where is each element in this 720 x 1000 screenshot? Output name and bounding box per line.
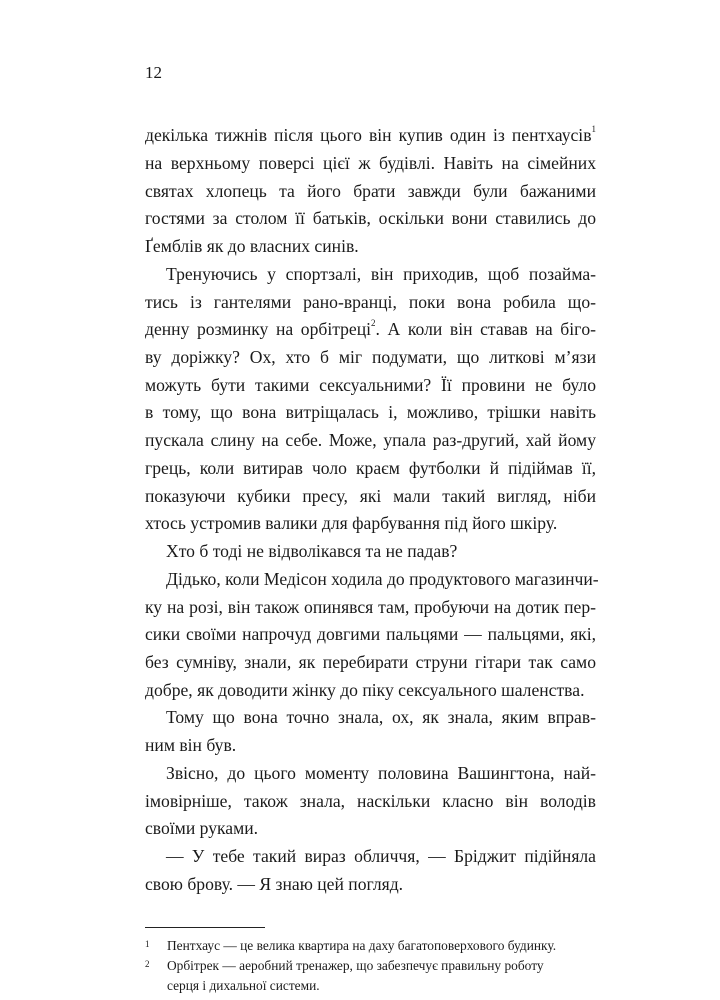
text-line: тись із гантелями рано-вранці, поки вона робила що-: [145, 292, 596, 312]
text-line: ним він був.: [145, 735, 237, 755]
footnote-text: серця і дихальної системи.: [167, 978, 320, 993]
footnote-number: 2: [145, 959, 150, 969]
footnote-divider: [145, 927, 265, 928]
text-line: своїми руками.: [145, 818, 259, 838]
text-line: добре, як доводити жінку до піку сексуального шаленства.: [145, 680, 585, 700]
text-line: показуючи кубики пресу, які мали такий вигляд, ніби: [145, 486, 596, 506]
text-line: святах хлопець та його брати завжди були бажаними: [145, 181, 596, 201]
text-line-content: декілька тижнів після цього він купив один із пентхаусів: [145, 125, 592, 145]
paragraph-first-line: Дідько, коли Медісон ходила до продуктового магазинчи-: [166, 569, 599, 589]
text-line: свою брову. — Я знаю цей погляд.: [145, 874, 404, 894]
text-line: ку на розі, він також опинявся там, пробуючи на дотик пер-: [145, 597, 596, 617]
text-line: на верхньому поверсі цієї ж будівлі. Навіть на сімейних: [145, 153, 596, 173]
paragraph-first-line: Звісно, до цього моменту половина Вашингтона, най-: [166, 763, 596, 783]
text-line: [145, 317, 596, 341]
text-line-content: денну розминку на орбітреці: [145, 319, 372, 339]
text-line: [145, 123, 596, 147]
page-number: 12: [145, 63, 162, 82]
footnote-ref: 2: [371, 318, 376, 329]
footnote-text: Орбітрек — аеробний тренажер, що забезпечує правильну роботу: [167, 958, 544, 973]
footnote-ref: 1: [591, 124, 596, 135]
text-line: ву доріжку? Ох, хто б міг подумати, що литкові м’язи: [145, 347, 596, 367]
paragraph-first-line: Тому що вона точно знала, ох, як знала, яким вправ-: [166, 707, 596, 727]
text-line: без сумніву, знали, як перебирати струни гітари так само: [145, 652, 596, 672]
paragraph-first-line: — У тебе такий вираз обличчя, — Бріджит підійняла: [166, 846, 596, 866]
text-line: Ґемблів як до власних синів.: [145, 236, 359, 256]
footnote-number: 1: [145, 939, 150, 949]
paragraph-first-line: Хто б тоді не відволікався та не падав?: [166, 541, 458, 561]
text-line: грець, коли витирав чоло краєм футболки й підіймав її,: [145, 458, 596, 478]
text-line: імовірніше, також знала, наскільки класно він володів: [145, 791, 596, 811]
text-line: гостями за столом її батьків, оскільки вони ставились до: [145, 208, 596, 228]
text-line: сики своїми напрочуд довгими пальцями — пальцями, які,: [145, 624, 596, 644]
text-line: пускала слину на себе. Може, упала раз-другий, хай йому: [145, 430, 596, 450]
text-line: хтось устромив валики для фарбування під його шкіру.: [145, 513, 558, 533]
text-line: можуть бути такими сексуальними? Її провини не було: [145, 375, 596, 395]
footnote-text: Пентхаус — це велика квартира на даху багатоповерхового будинку.: [167, 938, 557, 953]
text-line-content: . А коли він ставав на бігo-: [375, 319, 596, 339]
text-line: в тому, що вона витріщалась і, можливо, трішки навіть: [145, 402, 596, 422]
paragraph-first-line: Тренуючись у спортзалі, він приходив, щоб позайма-: [166, 264, 596, 284]
